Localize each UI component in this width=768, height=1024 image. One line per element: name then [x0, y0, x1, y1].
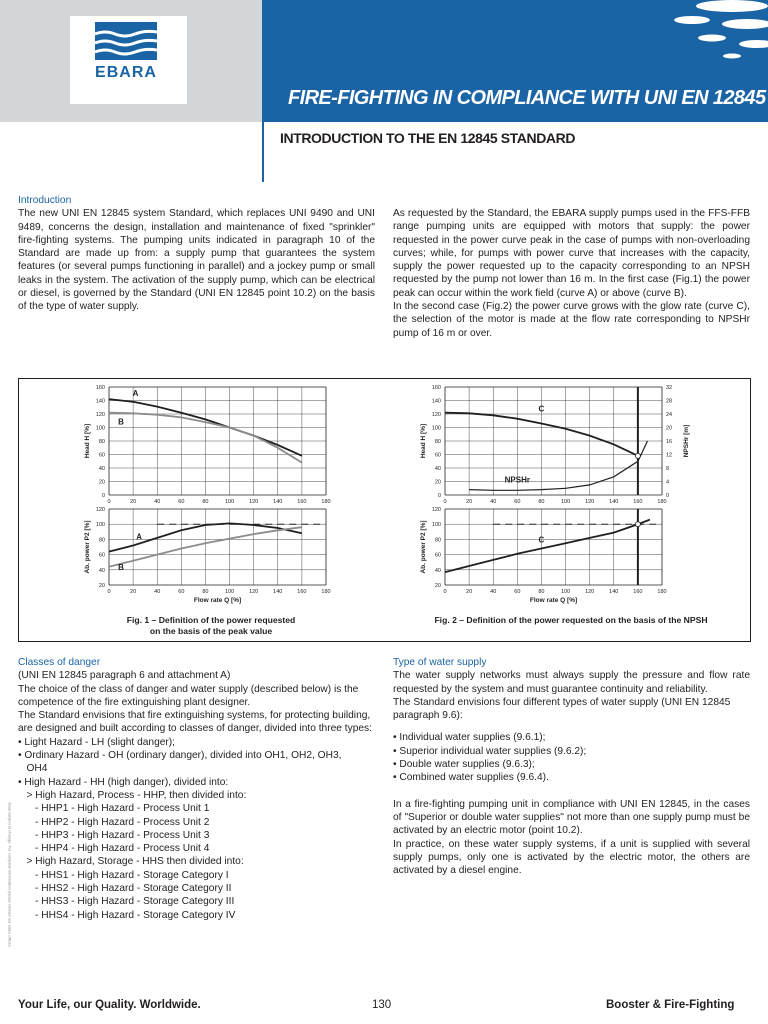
x-tick-label: 140	[273, 499, 283, 505]
y-tick-label: 0	[437, 493, 441, 499]
x-axis-label: Flow rate Q [%]	[193, 597, 242, 604]
intro-heading: Introduction	[18, 195, 72, 206]
series-line-c	[445, 520, 650, 573]
danger-list-item: • Ordinary Hazard - OH (ordinary danger), divided into OH1, OH2, OH3,	[18, 750, 342, 762]
y-tick-label: 100	[95, 522, 105, 529]
x-tick-label: 100	[560, 589, 571, 595]
title-rule	[262, 122, 264, 182]
x-tick-label: 80	[538, 499, 545, 505]
y-tick-label: 80	[434, 537, 441, 544]
page-number: 130	[372, 999, 392, 1011]
water-heading: Type of water supply	[393, 657, 487, 668]
danger-list-item: > High Hazard, Storage - HHS then divided into:	[18, 856, 244, 868]
series-label-c: C	[538, 535, 545, 545]
danger-list-item: OH4	[18, 763, 48, 775]
x-tick-label: 100	[224, 499, 235, 505]
npsh-marker-point	[635, 453, 640, 458]
x-tick-label: 20	[130, 589, 137, 595]
danger-list-item: - HHP3 - High Hazard - Process Unit 3	[18, 829, 210, 841]
y2-axis-label: NPSHr [m]	[683, 424, 690, 458]
y2-tick-label: 16	[666, 439, 673, 445]
y-tick-label: 100	[431, 522, 441, 529]
y-tick-label: 60	[98, 552, 105, 559]
intro-section	[18, 194, 375, 314]
x-tick-label: 180	[321, 499, 331, 505]
water-p1: The water supply networks must always supply the pressure and flow rate requested by the system and must guarantee continuity and reliability.	[393, 670, 750, 695]
y-tick-label: 140	[431, 398, 441, 405]
y-tick-label: 20	[434, 479, 441, 486]
y-tick-label: 40	[434, 466, 441, 472]
danger-section	[18, 656, 375, 922]
y-tick-label: 20	[98, 479, 105, 486]
x-tick-label: 140	[609, 499, 619, 505]
fig2-caption: Fig. 2 – Definition of the power requested on the basis of the NPSH	[434, 615, 708, 625]
x-tick-label: 120	[585, 499, 595, 505]
danger-list-item: - HHS3 - High Hazard - Storage Category III	[18, 896, 235, 908]
y-tick-label: 120	[431, 412, 441, 418]
y-tick-label: 100	[95, 425, 105, 432]
y-tick-label: 80	[434, 439, 441, 445]
x-tick-label: 60	[178, 499, 185, 505]
x-tick-label: 180	[657, 589, 667, 595]
fig1-caption-line2: on the basis of the peak value	[149, 626, 273, 636]
danger-heading: Classes of danger	[18, 657, 101, 668]
x-tick-label: 40	[154, 499, 161, 505]
danger-p1: (UNI EN 12845 paragraph 6 and attachment A)	[18, 670, 231, 682]
fig1-caption-line1: Fig. 1 – Definition of the power requested	[126, 615, 296, 625]
x-tick-label: 40	[490, 499, 497, 505]
x-tick-label: 100	[560, 499, 571, 505]
y-tick-label: 100	[431, 425, 441, 432]
danger-list-item: > High Hazard, Process - HHP, then divided into:	[18, 789, 247, 801]
y-tick-label: 40	[434, 567, 441, 574]
x-tick-label: 100	[224, 589, 235, 595]
y-axis-label: Ab. power P2 [%]	[420, 520, 427, 574]
danger-p3: The Standard envisions that fire extinguishing systems, for protecting building, are designed and built according to classes of danger, divided into three types:	[18, 710, 372, 735]
water-list-item: • Superior individual water supplies (9.6.2);	[393, 745, 587, 757]
x-tick-label: 80	[538, 589, 545, 595]
y2-tick-label: 20	[666, 425, 673, 432]
header-left-band	[0, 0, 262, 122]
danger-list	[18, 736, 375, 922]
x-tick-label: 140	[609, 589, 619, 595]
x-tick-label: 160	[297, 589, 307, 595]
requested-p2: In the second case (Fig.2) the power curve grows with the glow rate (curve C), the selection of the motor is made at the flow rate corresponding to NPSHr pump of 16 m or over.	[393, 301, 750, 339]
x-tick-label: 160	[633, 499, 643, 505]
x-tick-label: 120	[249, 589, 259, 595]
footer-slogan: Your Life, our Quality. Worldwide.	[18, 999, 201, 1011]
y-tick-label: 20	[98, 583, 105, 589]
y-tick-label: 160	[431, 385, 441, 391]
x-tick-label: 120	[249, 499, 259, 505]
y2-tick-label: 32	[666, 385, 673, 391]
page-subtitle: INTRODUCTION TO THE EN 12845 STANDARD	[280, 130, 576, 146]
water-p4: In practice, on these water supply systems, if a unit is supplied with several supply pumps, only one is activated by the electric motor, the others are activated by a diesel engine.	[393, 838, 750, 877]
danger-list-item: • Light Hazard - LH (slight danger);	[18, 736, 176, 748]
x-tick-label: 160	[633, 589, 643, 595]
y2-tick-label: 12	[666, 452, 673, 459]
x-axis-label: Flow rate Q [%]	[529, 597, 578, 604]
x-tick-label: 80	[202, 499, 209, 505]
danger-p2: The choice of the class of danger and water supply (described below) is the competence of the fire extinguishing plant designer.	[18, 683, 359, 708]
danger-list-item: - HHS4 - High Hazard - Storage Category IV	[18, 909, 236, 921]
x-tick-label: 160	[297, 499, 307, 505]
y-tick-label: 120	[431, 507, 441, 513]
danger-list-item: - HHP1 - High Hazard - Process Unit 1	[18, 803, 210, 815]
x-tick-label: 20	[466, 499, 473, 505]
series-label-b: B	[118, 562, 124, 572]
x-tick-label: 0	[107, 499, 111, 505]
water-p2: The Standard envisions four different types of water supply (UNI EN 12845 paragraph 9.6):	[393, 696, 731, 722]
requested-p1: As requested by the Standard, the EBARA supply pumps used in the FFS-FFB range pumping units are equipped with motors that supply: the power requested in the power curve peak in the case of pumps with non-overloading curves; while, for pumps with power curve that increases with the capacity, supply the power requested up to the capacity corresponding to an NPSH requested by the pump not lower than 16 m. In the first case (Fig.1) the power peak can occur within the work field (curve A) or above (curve B).	[393, 208, 750, 299]
x-tick-label: 40	[490, 589, 497, 595]
water-list	[393, 731, 750, 784]
y-tick-label: 40	[98, 567, 105, 574]
y-tick-label: 60	[434, 552, 441, 559]
x-tick-label: 0	[443, 589, 447, 595]
series-label-c: C	[538, 404, 545, 414]
y2-tick-label: 28	[666, 398, 673, 405]
logo	[70, 16, 187, 104]
x-tick-label: 0	[443, 499, 447, 505]
y-tick-label: 120	[95, 412, 105, 418]
y2-tick-label: 0	[666, 493, 670, 499]
y-tick-label: 80	[98, 537, 105, 544]
y-tick-label: 140	[95, 398, 105, 405]
water-p3: In a fire-fighting pumping unit in compliance with UNI EN 12845, in the cases of "Superior or double water supplies" not more than one supply pump must be activated by an electric motor (point 10.2).	[393, 798, 750, 837]
logo-text: EBARA	[95, 64, 157, 81]
water-list-item: • Double water supplies (9.6.3);	[393, 759, 535, 771]
series-label-a: A	[132, 388, 139, 398]
fig1-caption	[111, 615, 311, 637]
y-tick-label: 60	[98, 452, 105, 459]
series-label-npshr: NPSHr	[504, 475, 531, 485]
charts-canvas	[19, 379, 752, 643]
y-axis-label: Head H [%]	[420, 423, 427, 459]
x-tick-label: 80	[202, 589, 209, 595]
x-tick-label: 20	[130, 499, 137, 505]
side-note: Data subject to change. For complete information please contact our sales offices.	[7, 802, 13, 948]
x-tick-label: 60	[514, 499, 521, 505]
x-tick-label: 60	[178, 589, 185, 595]
x-tick-label: 180	[321, 589, 331, 595]
y2-tick-label: 4	[666, 479, 670, 486]
x-tick-label: 60	[514, 589, 521, 595]
x-tick-label: 20	[466, 589, 473, 595]
water-section	[393, 656, 750, 877]
intro-body: The new UNI EN 12845 system Standard, which replaces UNI 9490 and UNI 9489, concerns the design, installation and maintenance of fixed "sprinkler" fire-fighting systems. The pumping units indicated in paragraph 10 of the Standard are made up from: a supply pump that guarantees the system features (or several pumps functioning in parallel) and a jockey pump or small leaks in the system. The activation of the supply pump, which can be electrical or diesel, is governed by the Standard (UNI EN 12845 point 10.2) on the basis of the type of water supply.	[18, 208, 375, 313]
ebara-wave-icon	[95, 22, 157, 60]
x-tick-label: 120	[585, 589, 595, 595]
page-title: FIRE-FIGHTING IN COMPLIANCE WITH UNI EN 12845	[288, 87, 766, 109]
y-tick-label: 40	[98, 466, 105, 472]
y2-tick-label: 8	[666, 466, 670, 472]
y-tick-label: 120	[95, 507, 105, 513]
x-tick-label: 180	[657, 499, 667, 505]
series-label-b: B	[118, 417, 124, 427]
figure-frame	[18, 378, 751, 642]
y-tick-label: 160	[95, 385, 105, 391]
water-list-item: • Individual water supplies (9.6.1);	[393, 732, 546, 744]
danger-list-item: • High Hazard - HH (high danger), divided into:	[18, 776, 229, 788]
requested-section	[393, 207, 750, 340]
water-list-item: • Combined water supplies (9.6.4).	[393, 772, 549, 784]
x-tick-label: 40	[154, 589, 161, 595]
y-axis-label: Head H [%]	[84, 423, 91, 459]
danger-list-item: - HHP4 - High Hazard - Process Unit 4	[18, 843, 210, 855]
y-axis-label: Ab. power P2 [%]	[84, 520, 91, 574]
danger-list-item: - HHS2 - High Hazard - Storage Category II	[18, 883, 232, 895]
npsh-marker-point	[635, 522, 640, 527]
y-tick-label: 60	[434, 452, 441, 459]
y-tick-label: 80	[98, 439, 105, 445]
danger-list-item: - HHS1 - High Hazard - Storage Category I	[18, 869, 229, 881]
y-tick-label: 20	[434, 583, 441, 589]
x-tick-label: 140	[273, 589, 283, 595]
x-tick-label: 0	[107, 589, 111, 595]
y-tick-label: 0	[101, 493, 105, 499]
series-label-a: A	[136, 532, 143, 542]
danger-list-item: - HHP2 - High Hazard - Process Unit 2	[18, 816, 210, 828]
footer-section: Booster & Fire-Fighting	[606, 999, 735, 1011]
y2-tick-label: 24	[666, 412, 673, 418]
